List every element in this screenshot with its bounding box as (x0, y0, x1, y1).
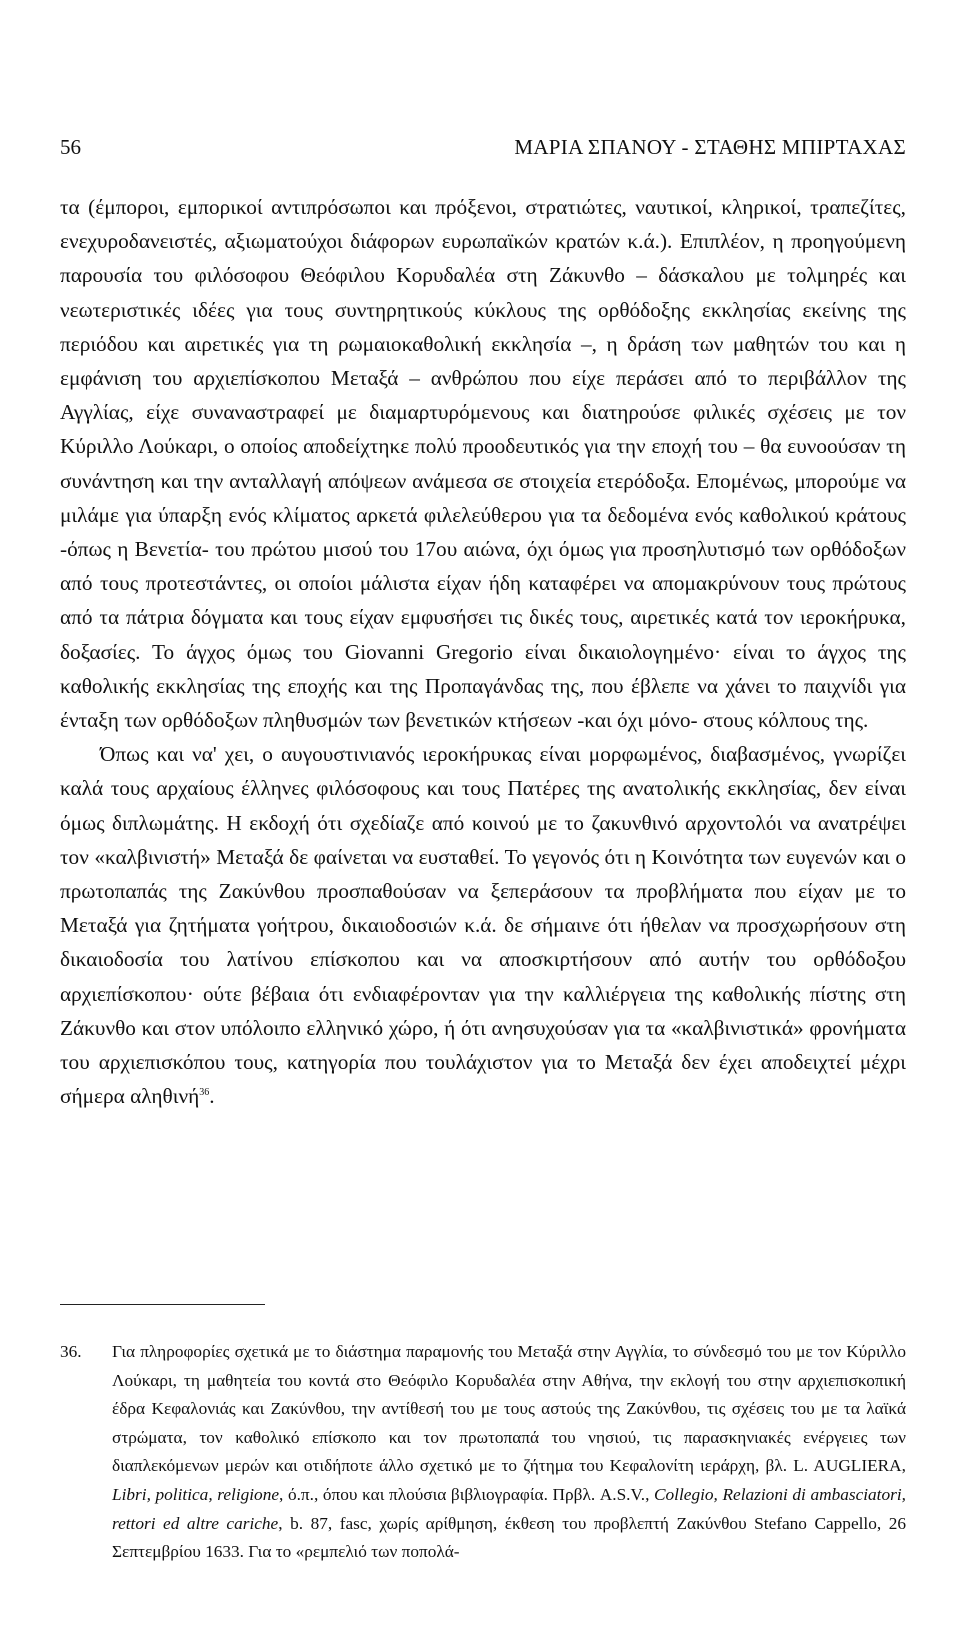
footnote-title-b: Collegio, Relazioni di ambasciatori, rettori ed altre cariche (112, 1484, 906, 1533)
footnote-text-b: , ό.π., όπου και πλούσια βιβλιογραφία. Πρβλ. A.S.V., (279, 1484, 655, 1504)
page-header (60, 134, 906, 164)
footnote-separator (60, 1304, 265, 1305)
footnote-36 (60, 1338, 906, 1567)
running-title: ΜΑΡΙΑ ΣΠΑΝΟΥ - ΣΤΑΘΗΣ ΜΠΙΡΤΑΧΑΣ (514, 135, 906, 159)
footnote-reference[interactable]: 36 (199, 1087, 210, 1099)
paragraph-2-text: Όπως και να' χει, ο αυγουστινιανός ιεροκήρυκας είναι μορφωμένος, διαβασμένος, γνωρίζει καλά τους αρχαίους έλληνες φιλόσοφους και τους Πατέρες της ανατολικής εκκλησίας, δεν είναι όμως διπλωμάτης. Η εκδοχή ότι σχεδίαζε από κοινού με το ζακυνθινό αρχοντολόι να ανατρέψει τον «καλβινιστή» Μεταξά δε φαίνεται να ευσταθεί. Το γεγονός ότι η Κοινότητα των ευγενών και ο πρωτοπαπάς της Ζακύνθου προσπαθούσαν να ξεπεράσουν τα προβλήματα που είχαν με το Μεταξά για ζητήματα γοήτρου, δικαιοδοσιών κ.ά. δε σήμαινε ότι ήθελαν να προσχωρήσουν στη δικαιοδοσία του λατίνου επίσκοπου και να αποσκιρτήσουν από αυτήν του ορθόδοξου αρχιεπίσκοπου· ούτε βέβαια ότι ενδιαφέρονταν για την καλλιέργεια της καθολικής πίστης στη Ζάκυνθο και στον υπόλοιπο ελληνικό χώρο, ή ότι ανησυχούσαν για τα «καλβινιστικά» φρονήματα του αρχιεπισκόπου τους, κατηγορία που τουλάχιστον για το Μεταξά δεν έχει αποδειχτεί μέχρι σήμερα αληθινή (60, 742, 906, 1109)
footnote-text-a: Για πληροφορίες σχετικά με το διάστημα παραμονής του Μεταξά στην Αγγλία, το σύνδεσμό του με τον Κύριλλο Λούκαρι, τη μαθητεία του κοντά στο Θεόφιλο Κορυδαλέα στην Αθήνα, την εκλογή του στην αρχιεπισκοπική έδρα Κεφαλονιάς και Ζακύνθου, την αντίθεσή του με τους αστούς της Ζακύνθου, τις σχέσεις του με τα λαϊκά στρώματα, τον καθολικό επίσκοπο και τον πρωτοπαπά του νησιού, τις παρασκηνιακές ενέργειες των διαπλεκόμενων μερών και οτιδήποτε άλλο σχετικό με το ζήτημα του Κεφαλονίτη ιεράρχη, βλ. L. AUGLIERA, (112, 1342, 906, 1476)
footnote-title-a: Libri, politica, religione (112, 1484, 280, 1504)
main-text (60, 190, 906, 1113)
footnote-number: 36. (60, 1342, 82, 1361)
footnote-text-c: , b. 87, fasc, χωρίς αρίθμηση, έκθεση του προβλεπτή Ζακύνθου Stefano Cappello, 26 Σεπτεμβρίου 1633. Για το «ρεμπελιό των ποπολά- (112, 1513, 906, 1562)
paragraph-1: τα (έμποροι, εμπορικοί αντιπρόσωποι και πρόξενοι, στρατιώτες, ναυτικοί, κληρικοί, τραπεζίτες, ενεχυροδανειστές, αξιωματούχοι διάφορων ευρωπαϊκών κρατών κ.ά.). Επιπλέον, η προηγούμενη παρουσία του φιλόσοφου Θεόφιλου Κορυδαλέα στη Ζάκυνθο – δάσκαλου με τολμηρές και νεωτεριστικές ιδέες για τους συντηρητικούς κύκλους της ορθόδοξης εκκλησίας εκείνης της περιόδου και αιρετικές για τη ρωμαιοκαθολική εκκλησία –, η δράση των μαθητών του και η εμφάνιση του αρχιεπίσκοπου Μεταξά – ανθρώπου που είχε περάσει από το περιβάλλον της Αγγλίας, είχε συναναστραφεί με διαμαρτυρόμενους και διατηρούσε φιλικές σχέσεις με τον Κύριλλο Λούκαρι, ο οποίος αποδείχτηκε πολύ προοδευτικός για την εποχή του – θα ευνοούσαν τη συνάντηση και την ανταλλαγή απόψεων ανάμεσα σε στοιχεία ετερόδοξα. Επομένως, μπορούμε να μιλάμε για ύπαρξη ενός κλίματος αρκετά φιλελεύθερου για τα δεδομένα ενός καθολικού κράτους -όπως η Βενετία- του πρώτου μισού του 17ου αιώνα, όχι όμως για προσηλυτισμό των ορθόδοξων από τους προτεστάντες, οι οποίοι μάλιστα είχαν ήδη καταφέρει να απομακρύνουν τους πρώτους από τα πάτρια δόγματα και τους είχαν εμφυσήσει τις δικές τους, αιρετικές κατά τον ιεροκήρυκα, δοξασίες. Το άγχος όμως του Giovanni Gregorio είναι δικαιολογημένο· είναι το άγχος της καθολικής εκκλησίας της εποχής και της Προπαγάνδας της, που έβλεπε να χάνει το παιχνίδι για ένταξη των ορθόδοξων πληθυσμών των βενετικών κτήσεων -και όχι μόνο- στους κόλπους της. (60, 195, 906, 733)
paragraph-2 (60, 737, 906, 1113)
paragraph-2-end: . (209, 1084, 215, 1109)
page-number: 56 (60, 135, 81, 159)
